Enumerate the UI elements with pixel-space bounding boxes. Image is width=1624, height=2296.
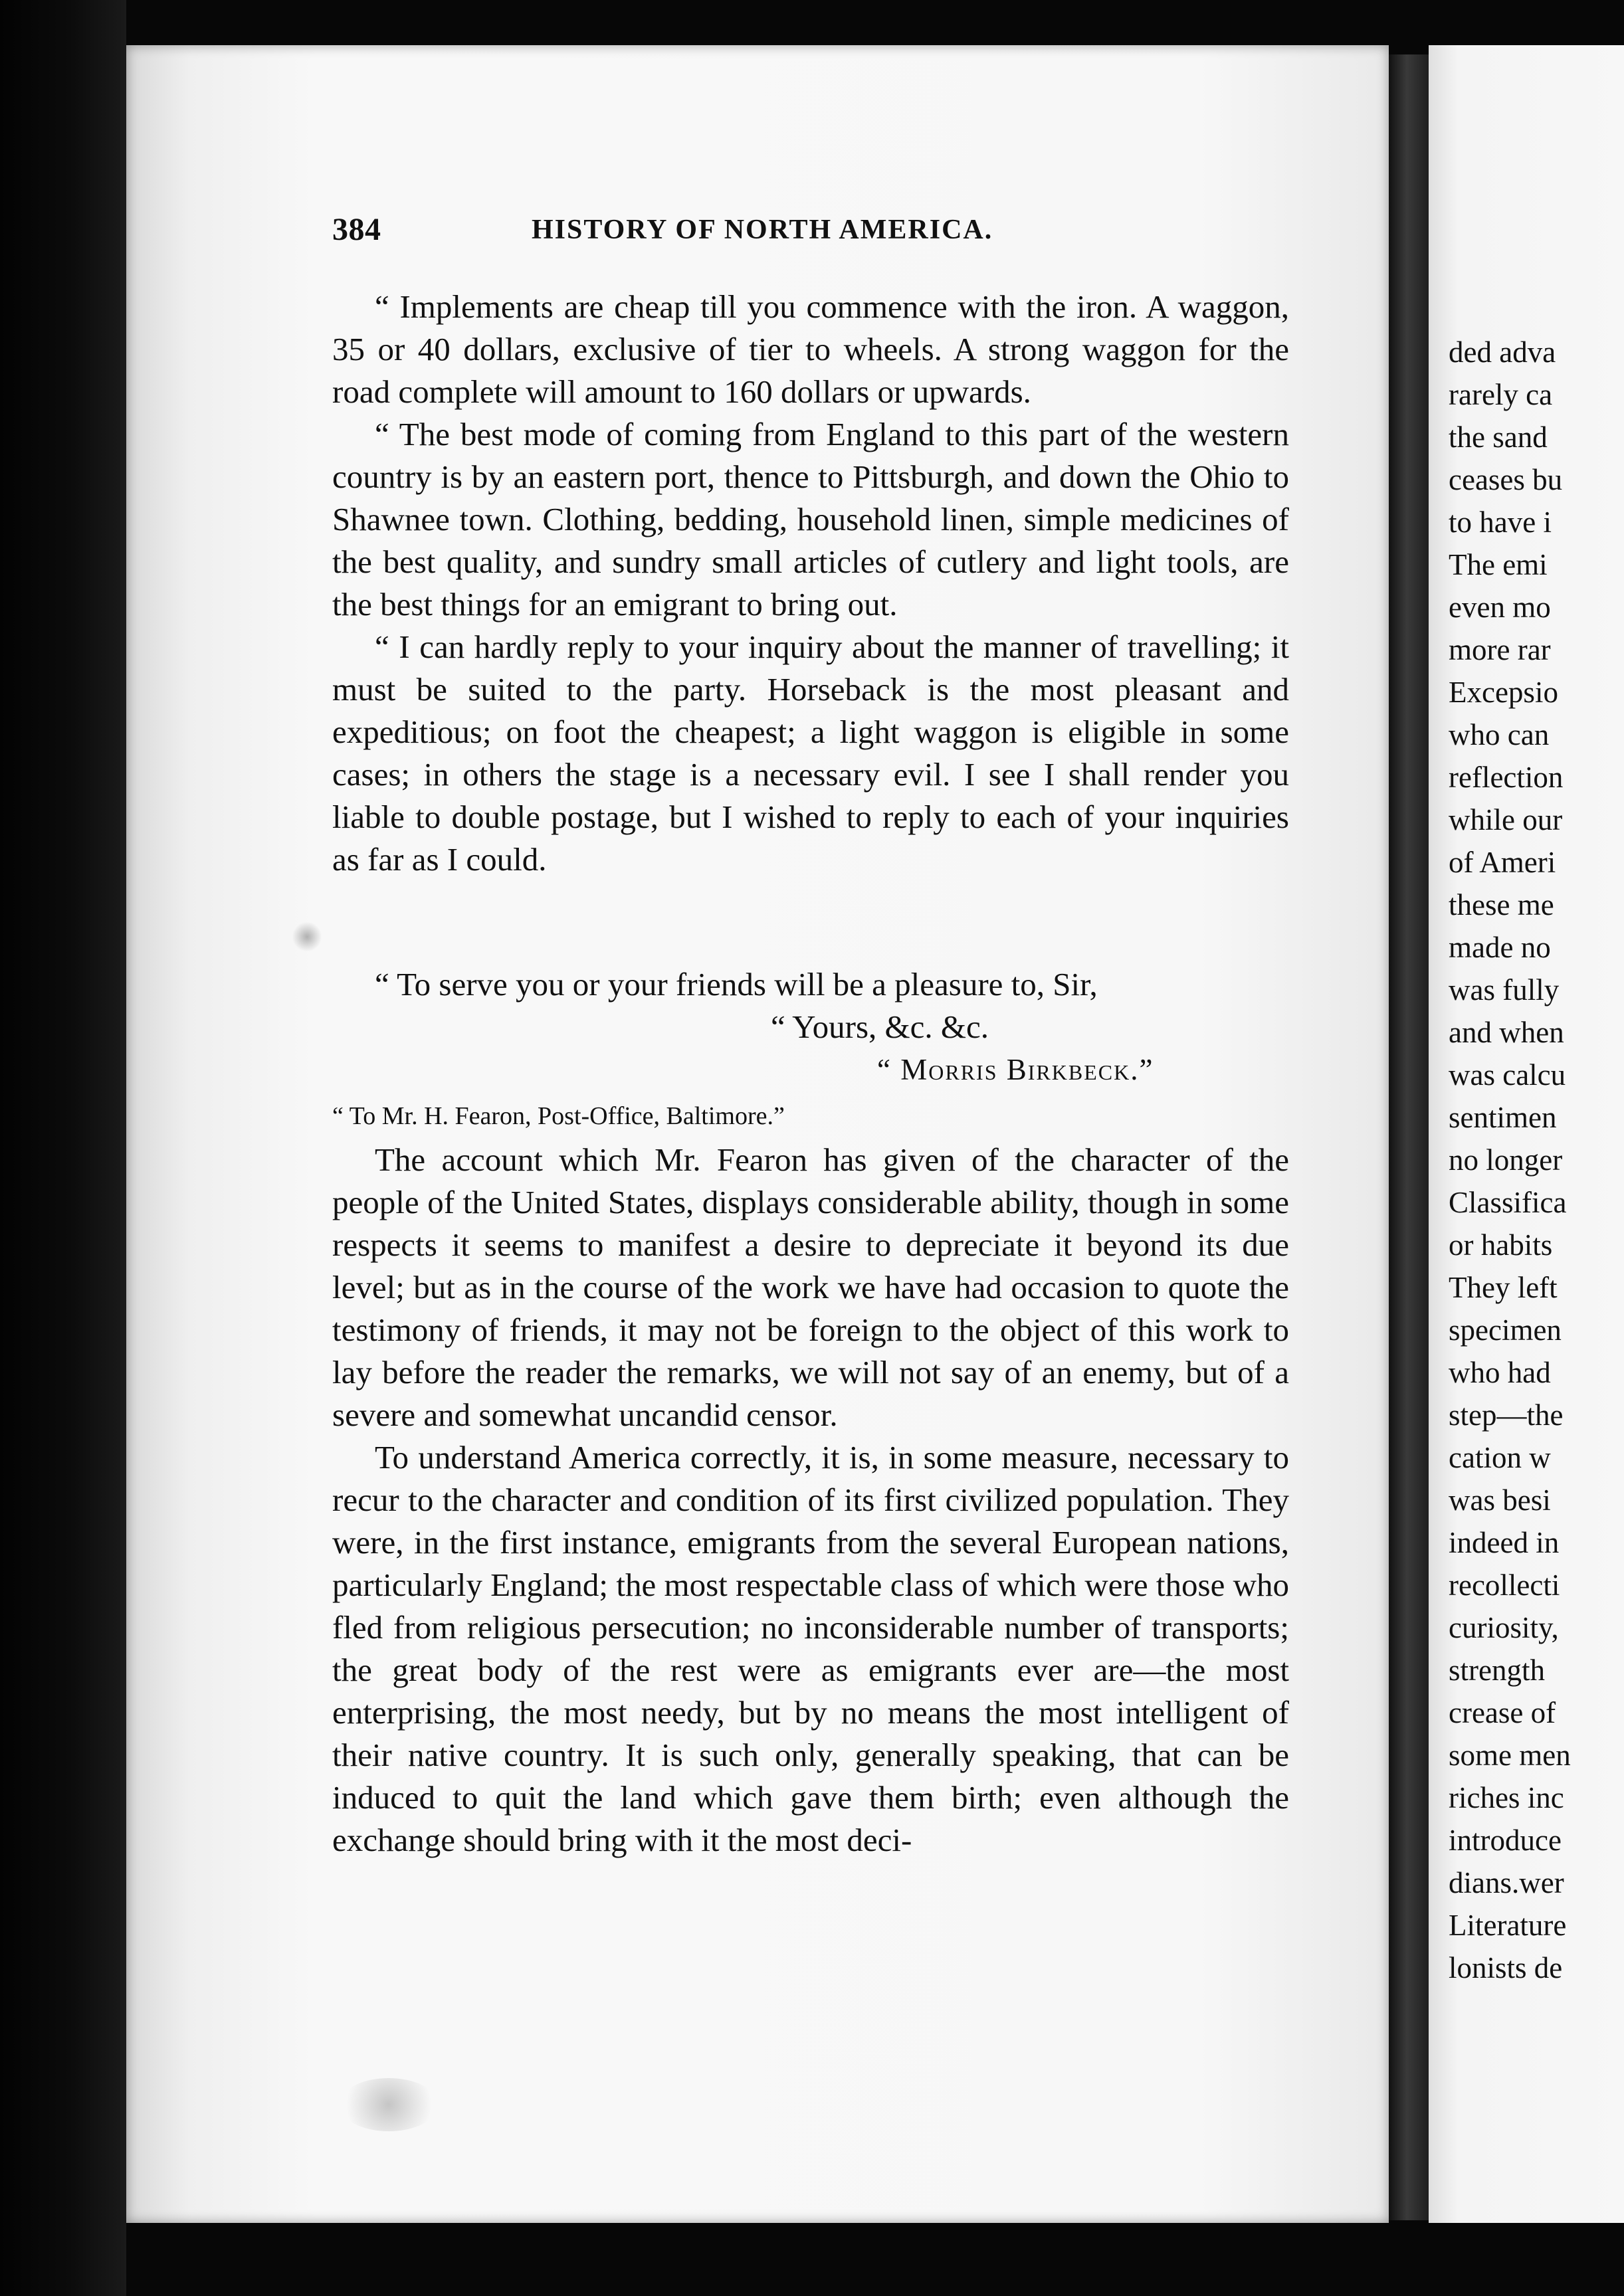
right-page-line: cation w bbox=[1449, 1441, 1551, 1474]
quoted-letter bbox=[332, 286, 1289, 881]
right-page-line: to have i bbox=[1449, 506, 1552, 539]
closing-yours: “ Yours, &c. &c. bbox=[771, 1008, 989, 1045]
right-page-line: The emi bbox=[1449, 548, 1548, 581]
page-stain bbox=[339, 2078, 439, 2131]
right-page-line: reflection bbox=[1449, 761, 1564, 794]
quote-paragraph: “ The best mode of coming from England to this part of the western country is by an eastern port, thence to Pittsburgh, and down the Ohio to Shawnee town. Clothing, bedding, household linen, simple medicines of the best quality, and sundry small articles of cutlery and light tools, are the best things for an emigrant to bring out. bbox=[332, 416, 1289, 622]
right-page-line: was fully bbox=[1449, 973, 1560, 1006]
right-page-line: sentimen bbox=[1449, 1101, 1557, 1134]
right-page-text bbox=[1449, 331, 1624, 1989]
quote-paragraph: “ Implements are cheap till you commence with the iron. A waggon, 35 or 40 dollars, exclusive of tier to wheels. A strong waggon for the road complete will amount to 160 dollars or upwards. bbox=[332, 288, 1289, 410]
right-page-line: some men bbox=[1449, 1739, 1571, 1772]
right-page-line: who can bbox=[1449, 718, 1550, 751]
right-page-line: Classifica bbox=[1449, 1186, 1567, 1219]
right-page bbox=[1429, 45, 1624, 2223]
right-page-line: strength bbox=[1449, 1654, 1545, 1687]
right-page-line: no longer bbox=[1449, 1143, 1563, 1177]
right-page-line: was besi bbox=[1449, 1483, 1551, 1517]
right-page-line: these me bbox=[1449, 888, 1554, 921]
page-number: 384 bbox=[332, 212, 381, 247]
right-page-line: ded adva bbox=[1449, 335, 1556, 369]
signature-name: “ Morris Birkbeck.” bbox=[877, 1053, 1154, 1086]
right-page-line: and when bbox=[1449, 1016, 1564, 1049]
closing-line: “ To serve you or your friends will be a pleasure to, Sir, bbox=[375, 966, 1098, 1003]
right-page-line: introduce bbox=[1449, 1824, 1562, 1857]
right-page-line: made no bbox=[1449, 931, 1551, 964]
page-header bbox=[332, 211, 1289, 254]
right-page-line: indeed in bbox=[1449, 1526, 1560, 1559]
right-page-line: Literature bbox=[1449, 1909, 1567, 1942]
right-page-line: riches inc bbox=[1449, 1781, 1564, 1814]
main-paragraph: To understand America correctly, it is, in some measure, necessary to recur to the character and condition of its first civilized population. They were, in the first instance, emigrants from the several European nations, particularly England; the most respectable class of which were those who fled from religious persecution; no inconsiderable number of transports; the great body of the rest were as emigrants ever are—the most enterprising, the most needy, but by no means the most intelligent of their native country. It is such only, generally speaking, that can be induced to quit the land which gave them birth; even although the exchange should bring with it the most deci- bbox=[332, 1439, 1289, 1858]
right-page-line: rarely ca bbox=[1449, 378, 1553, 411]
right-page-line: was calcu bbox=[1449, 1058, 1566, 1092]
right-page-line: They left bbox=[1449, 1271, 1558, 1304]
right-page-line: recollecti bbox=[1449, 1569, 1560, 1602]
quote-paragraph: “ I can hardly reply to your inquiry about the manner of travelling; it must be suited to the party. Horseback is the most pleasant and expeditious; on foot the cheapest; a light waggon is eligible in some cases; in others the stage is a necessary evil. I see I shall render you liable to double postage, but I wished to reply to each of your inquiries as far as I could. bbox=[332, 628, 1289, 878]
right-page-line: while our bbox=[1449, 803, 1563, 836]
letter-address: “ To Mr. H. Fearon, Post-Office, Baltimore.” bbox=[332, 1102, 785, 1130]
right-page-line: specimen bbox=[1449, 1313, 1562, 1347]
right-page-line: who had bbox=[1449, 1356, 1551, 1389]
right-page-line: of Ameri bbox=[1449, 846, 1556, 879]
right-page-line: more rar bbox=[1449, 633, 1551, 666]
right-page-line: Excepsio bbox=[1449, 676, 1558, 709]
right-page-line: curiosity, bbox=[1449, 1611, 1559, 1644]
right-page-line: even mo bbox=[1449, 591, 1551, 624]
right-page-line: ceases bu bbox=[1449, 463, 1563, 496]
main-paragraph: The account which Mr. Fearon has given of the character of the people of the United States, displays considerable ability, though in some respects it seems to manifest a desire to depreciate it beyond its due level; but as in the course of the work we have had occasion to quote the testimony of friends, it may not be foreign to the object of this work to lay before the reader the remarks, we will not say of an enemy, but of a severe and somewhat uncandid censor. bbox=[332, 1141, 1289, 1433]
right-page-line: dians.wer bbox=[1449, 1866, 1564, 1899]
page-gutter bbox=[1389, 54, 1429, 2220]
main-text bbox=[332, 1139, 1289, 1862]
right-page-line: step—the bbox=[1449, 1398, 1564, 1432]
right-page-line: or habits bbox=[1449, 1228, 1553, 1262]
left-binding-edge bbox=[0, 0, 126, 2296]
right-page-line: crease of bbox=[1449, 1696, 1556, 1729]
page-stain bbox=[292, 922, 322, 951]
running-title: HISTORY OF NORTH AMERICA. bbox=[532, 215, 993, 245]
right-page-line: the sand bbox=[1449, 421, 1548, 454]
right-page-line: lonists de bbox=[1449, 1951, 1563, 1984]
